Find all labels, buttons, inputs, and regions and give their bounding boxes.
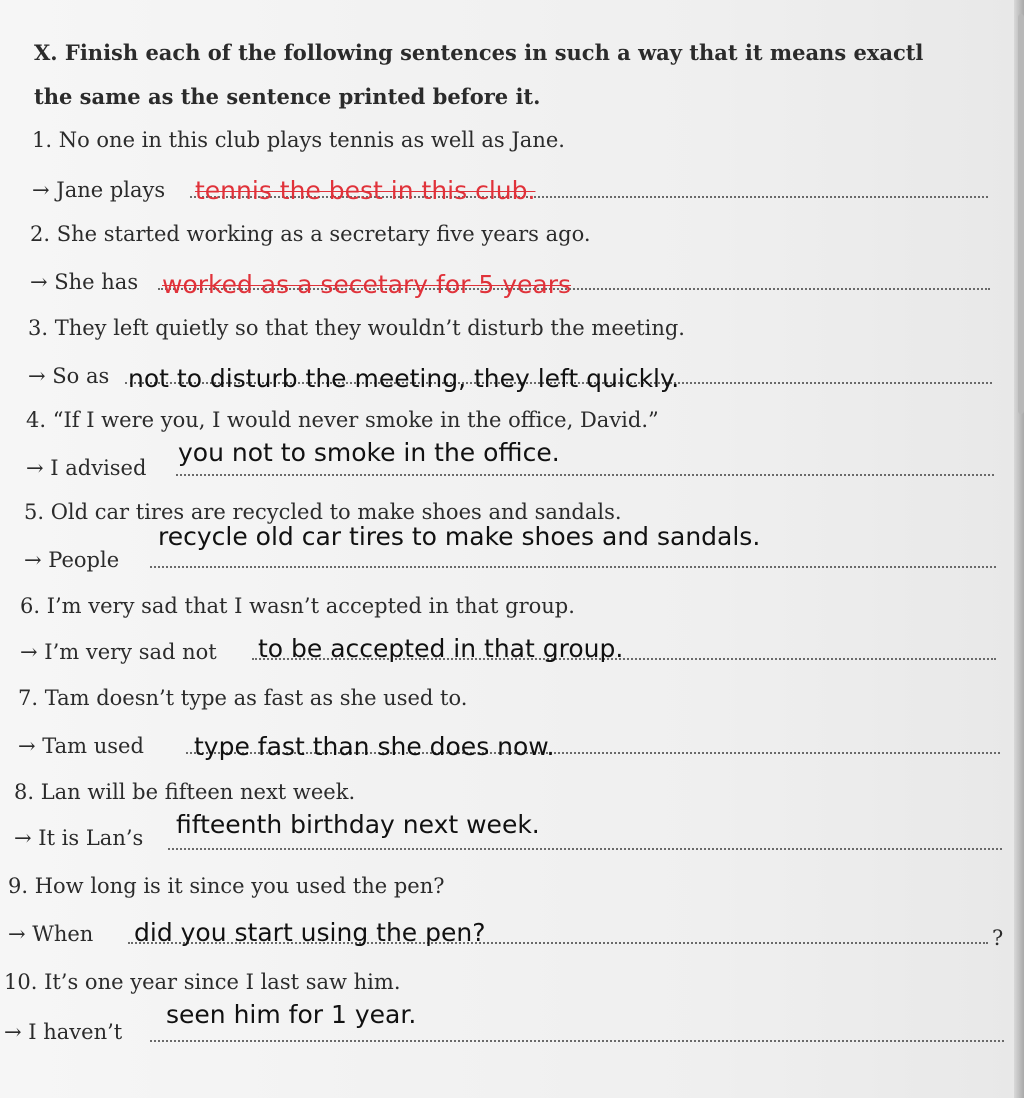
answer-6: to be accepted in that group. [258, 634, 624, 663]
scrollbar[interactable] [1018, 14, 1024, 414]
prompt-10: → I haven’t [4, 1020, 123, 1044]
answer-7: type fast than she does now. [194, 732, 555, 761]
question-mark-9: ? [992, 926, 1004, 950]
prompt-1: → Jane plays [32, 178, 166, 202]
answer-3: not to disturb the meeting, they left quickly. [128, 364, 680, 393]
prompt-2: → She has [30, 270, 139, 294]
exercise-heading-line-2: the same as the sentence printed before it. [34, 84, 541, 109]
question-2: 2. She started working as a secretary five years ago. [30, 222, 591, 246]
prompt-7: → Tam used [18, 734, 144, 758]
question-10: 10. It’s one year since I last saw him. [4, 970, 401, 994]
answer-1: tennis the best in this club. [195, 176, 536, 205]
question-4: 4. “If I were you, I would never smoke in the office, David.” [26, 408, 659, 432]
question-5: 5. Old car tires are recycled to make shoes and sandals. [24, 500, 622, 524]
prompt-3: → So as [28, 364, 110, 388]
answer-line-8 [168, 848, 1002, 850]
answer-9: did you start using the pen? [134, 918, 486, 947]
question-6: 6. I’m very sad that I wasn’t accepted in that group. [20, 594, 575, 618]
answer-5: recycle old car tires to make shoes and sandals. [158, 522, 761, 551]
question-9: 9. How long is it since you used the pen? [8, 874, 445, 898]
answer-8: fifteenth birthday next week. [176, 810, 540, 839]
prompt-6: → I’m very sad not [20, 640, 217, 664]
prompt-5: → People [24, 548, 120, 572]
exercise-heading-line-1: X. Finish each of the following sentences in such a way that it means exactl [34, 40, 924, 65]
question-7: 7. Tam doesn’t type as fast as she used to. [18, 686, 468, 710]
question-1: 1. No one in this club plays tennis as well as Jane. [32, 128, 565, 152]
answer-line-10 [150, 1040, 1004, 1042]
answer-2: worked as a secetary for 5 years [162, 270, 572, 299]
answer-line-5 [150, 566, 996, 568]
answer-10: seen him for 1 year. [166, 1000, 417, 1029]
prompt-4: → I advised [26, 456, 147, 480]
prompt-9: → When [8, 922, 94, 946]
answer-line-4 [176, 474, 994, 476]
question-8: 8. Lan will be fifteen next week. [14, 780, 356, 804]
question-3: 3. They left quietly so that they wouldn’t disturb the meeting. [28, 316, 685, 340]
prompt-8: → It is Lan’s [14, 826, 144, 850]
answer-4: you not to smoke in the office. [178, 438, 560, 467]
